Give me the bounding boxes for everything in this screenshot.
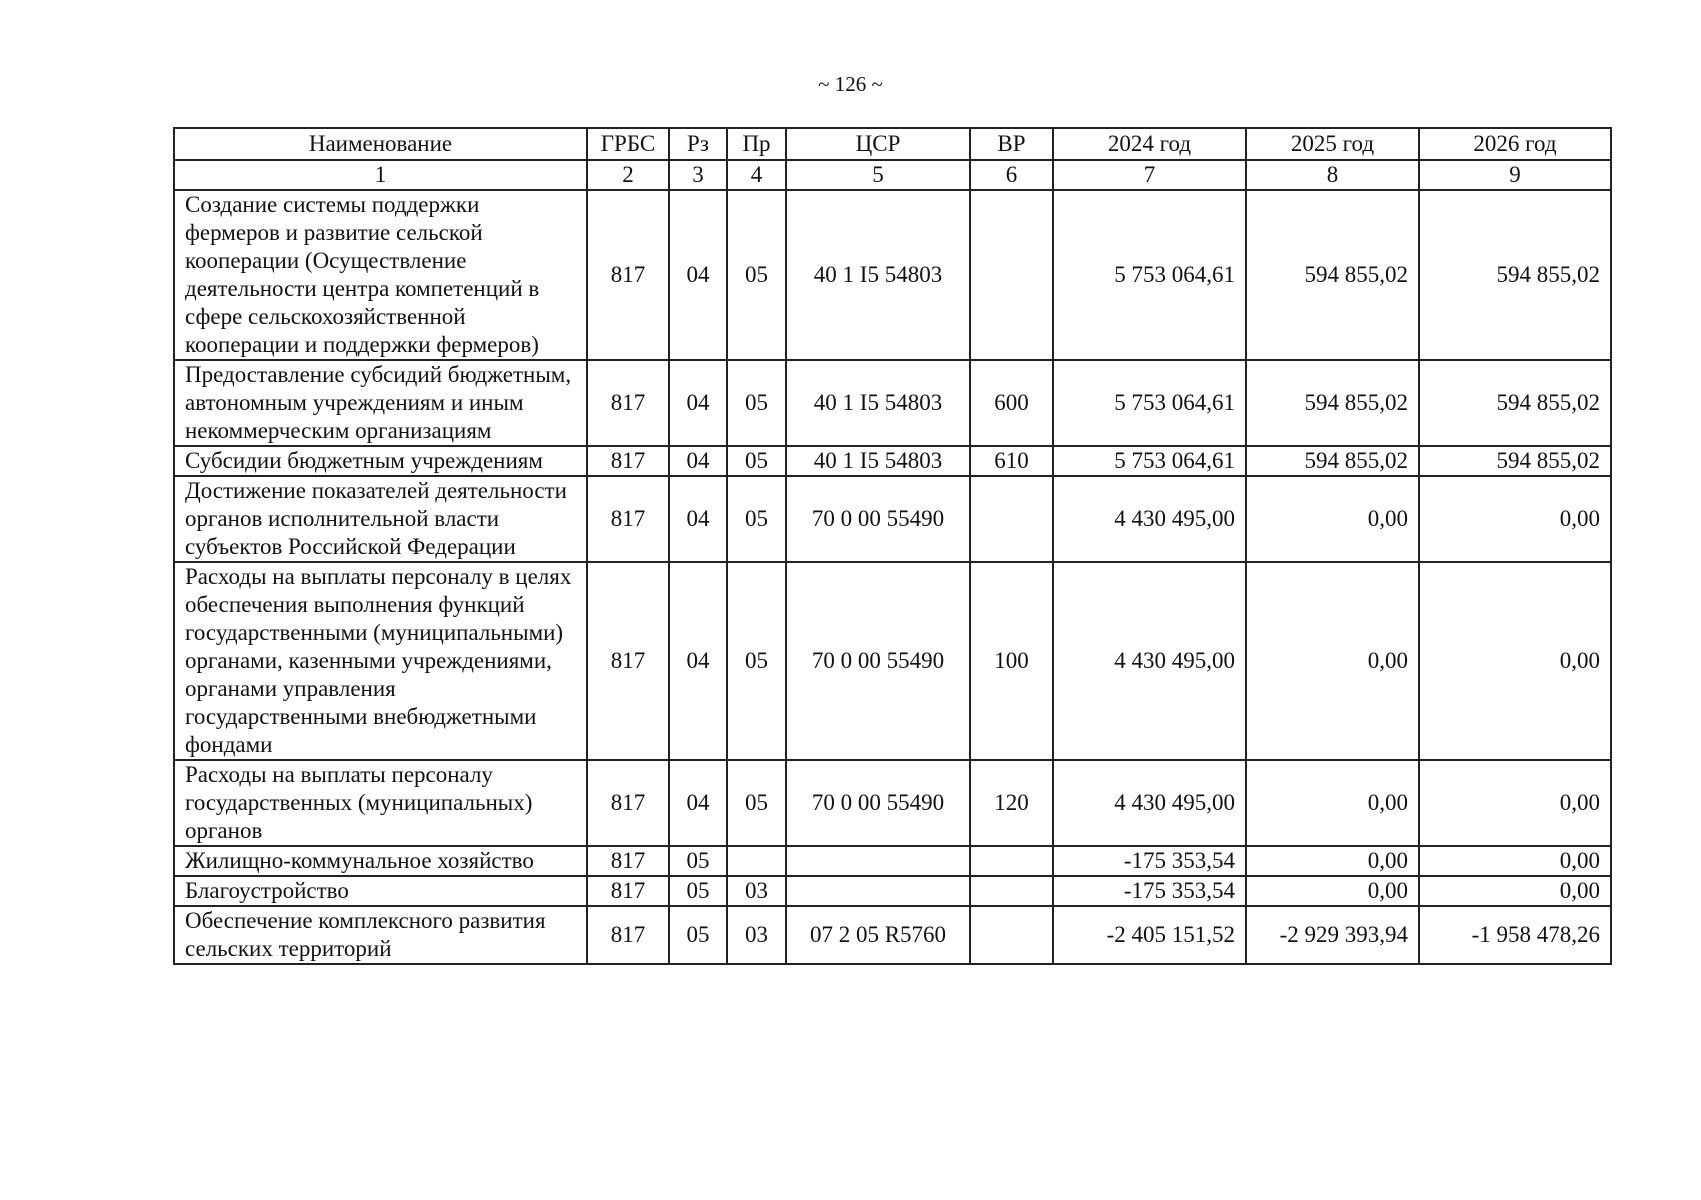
row-2024: 4 430 495,00 xyxy=(1053,476,1246,562)
row-2026: 594 855,02 xyxy=(1419,360,1611,446)
row-vr: 120 xyxy=(970,760,1053,846)
table-row xyxy=(174,906,1611,964)
row-grbs: 817 xyxy=(587,446,669,476)
row-2024: -175 353,54 xyxy=(1053,846,1246,876)
row-2026: 594 855,02 xyxy=(1419,446,1611,476)
row-2026: 0,00 xyxy=(1419,476,1611,562)
row-pr xyxy=(727,846,786,876)
row-name: Субсидии бюджетным учреждениям xyxy=(174,446,587,476)
row-csr: 40 1 I5 54803 xyxy=(786,190,970,360)
header-2025: 2025 год xyxy=(1246,128,1419,160)
header-row xyxy=(174,128,1611,160)
row-rz: 04 xyxy=(669,360,727,446)
column-number: 7 xyxy=(1053,160,1246,190)
row-2026: 0,00 xyxy=(1419,876,1611,906)
row-csr: 40 1 I5 54803 xyxy=(786,360,970,446)
row-rz: 05 xyxy=(669,906,727,964)
row-grbs: 817 xyxy=(587,906,669,964)
row-pr: 05 xyxy=(727,562,786,760)
row-2024: 5 753 064,61 xyxy=(1053,360,1246,446)
table-row xyxy=(174,476,1611,562)
row-2024: 5 753 064,61 xyxy=(1053,446,1246,476)
row-name: Достижение показателей деятельности органов исполнительной власти субъектов Российской Федерации xyxy=(174,476,587,562)
row-grbs: 817 xyxy=(587,360,669,446)
row-rz: 05 xyxy=(669,846,727,876)
row-2026: 0,00 xyxy=(1419,846,1611,876)
row-2026: -1 958 478,26 xyxy=(1419,906,1611,964)
table-row xyxy=(174,446,1611,476)
column-number-row xyxy=(174,160,1611,190)
row-grbs: 817 xyxy=(587,876,669,906)
header-csr: ЦСР xyxy=(786,128,970,160)
row-2026: 0,00 xyxy=(1419,562,1611,760)
row-rz: 04 xyxy=(669,476,727,562)
row-pr: 05 xyxy=(727,360,786,446)
row-rz: 04 xyxy=(669,562,727,760)
header-vr: ВР xyxy=(970,128,1053,160)
header-rz: Рз xyxy=(669,128,727,160)
row-rz: 04 xyxy=(669,190,727,360)
row-2025: 0,00 xyxy=(1246,562,1419,760)
row-pr: 03 xyxy=(727,906,786,964)
column-number: 5 xyxy=(786,160,970,190)
row-2025: 594 855,02 xyxy=(1246,190,1419,360)
row-name: Обеспечение комплексного развития сельских территорий xyxy=(174,906,587,964)
table-row xyxy=(174,876,1611,906)
header-2024: 2024 год xyxy=(1053,128,1246,160)
row-2025: -2 929 393,94 xyxy=(1246,906,1419,964)
row-csr: 70 0 00 55490 xyxy=(786,760,970,846)
table-row xyxy=(174,190,1611,360)
row-csr: 40 1 I5 54803 xyxy=(786,446,970,476)
row-2025: 594 855,02 xyxy=(1246,446,1419,476)
row-vr: 600 xyxy=(970,360,1053,446)
row-vr xyxy=(970,476,1053,562)
page-number: ~ 126 ~ xyxy=(818,72,883,96)
row-pr: 05 xyxy=(727,190,786,360)
row-csr: 07 2 05 R5760 xyxy=(786,906,970,964)
column-number: 4 xyxy=(727,160,786,190)
row-pr: 05 xyxy=(727,446,786,476)
row-vr: 100 xyxy=(970,562,1053,760)
column-number: 8 xyxy=(1246,160,1419,190)
row-grbs: 817 xyxy=(587,562,669,760)
table-row xyxy=(174,360,1611,446)
row-2024: -175 353,54 xyxy=(1053,876,1246,906)
row-grbs: 817 xyxy=(587,190,669,360)
column-number: 9 xyxy=(1419,160,1611,190)
row-grbs: 817 xyxy=(587,476,669,562)
row-rz: 04 xyxy=(669,760,727,846)
row-csr xyxy=(786,846,970,876)
row-vr xyxy=(970,190,1053,360)
row-csr: 70 0 00 55490 xyxy=(786,476,970,562)
row-2026: 594 855,02 xyxy=(1419,190,1611,360)
row-grbs: 817 xyxy=(587,760,669,846)
row-vr xyxy=(970,876,1053,906)
table-row xyxy=(174,846,1611,876)
row-2025: 0,00 xyxy=(1246,846,1419,876)
header-2026: 2026 год xyxy=(1419,128,1611,160)
row-2025: 594 855,02 xyxy=(1246,360,1419,446)
column-number: 2 xyxy=(587,160,669,190)
header-pr: Пр xyxy=(727,128,786,160)
row-grbs: 817 xyxy=(587,846,669,876)
table-row xyxy=(174,562,1611,760)
row-pr: 03 xyxy=(727,876,786,906)
row-vr xyxy=(970,906,1053,964)
row-2026: 0,00 xyxy=(1419,760,1611,846)
row-name: Создание системы поддержки фермеров и развитие сельской кооперации (Осуществление деятельности центра компетенций в сфере сельскохозяйственной кооперации и поддержки фермеров) xyxy=(174,190,587,360)
header-name: Наименование xyxy=(174,128,587,160)
budget-table xyxy=(173,127,1612,965)
row-rz: 04 xyxy=(669,446,727,476)
table-row xyxy=(174,760,1611,846)
row-vr xyxy=(970,846,1053,876)
row-2025: 0,00 xyxy=(1246,476,1419,562)
row-name: Благоустройство xyxy=(174,876,587,906)
row-csr xyxy=(786,876,970,906)
row-rz: 05 xyxy=(669,876,727,906)
row-pr: 05 xyxy=(727,760,786,846)
row-2024: 4 430 495,00 xyxy=(1053,760,1246,846)
column-number: 1 xyxy=(174,160,587,190)
column-number: 3 xyxy=(669,160,727,190)
row-2024: -2 405 151,52 xyxy=(1053,906,1246,964)
row-2025: 0,00 xyxy=(1246,876,1419,906)
row-csr: 70 0 00 55490 xyxy=(786,562,970,760)
row-name: Жилищно-коммунальное хозяйство xyxy=(174,846,587,876)
row-name: Предоставление субсидий бюджетным, автономным учреждениям и иным некоммерческим организациям xyxy=(174,360,587,446)
row-2025: 0,00 xyxy=(1246,760,1419,846)
row-name: Расходы на выплаты персоналу в целях обеспечения выполнения функций государственными (муниципальными) органами, казенными учреждениями, органами управления государственными внебюджетными фондами xyxy=(174,562,587,760)
row-vr: 610 xyxy=(970,446,1053,476)
header-grbs: ГРБС xyxy=(587,128,669,160)
row-2024: 4 430 495,00 xyxy=(1053,562,1246,760)
column-number: 6 xyxy=(970,160,1053,190)
row-pr: 05 xyxy=(727,476,786,562)
row-name: Расходы на выплаты персоналу государственных (муниципальных) органов xyxy=(174,760,587,846)
row-2024: 5 753 064,61 xyxy=(1053,190,1246,360)
